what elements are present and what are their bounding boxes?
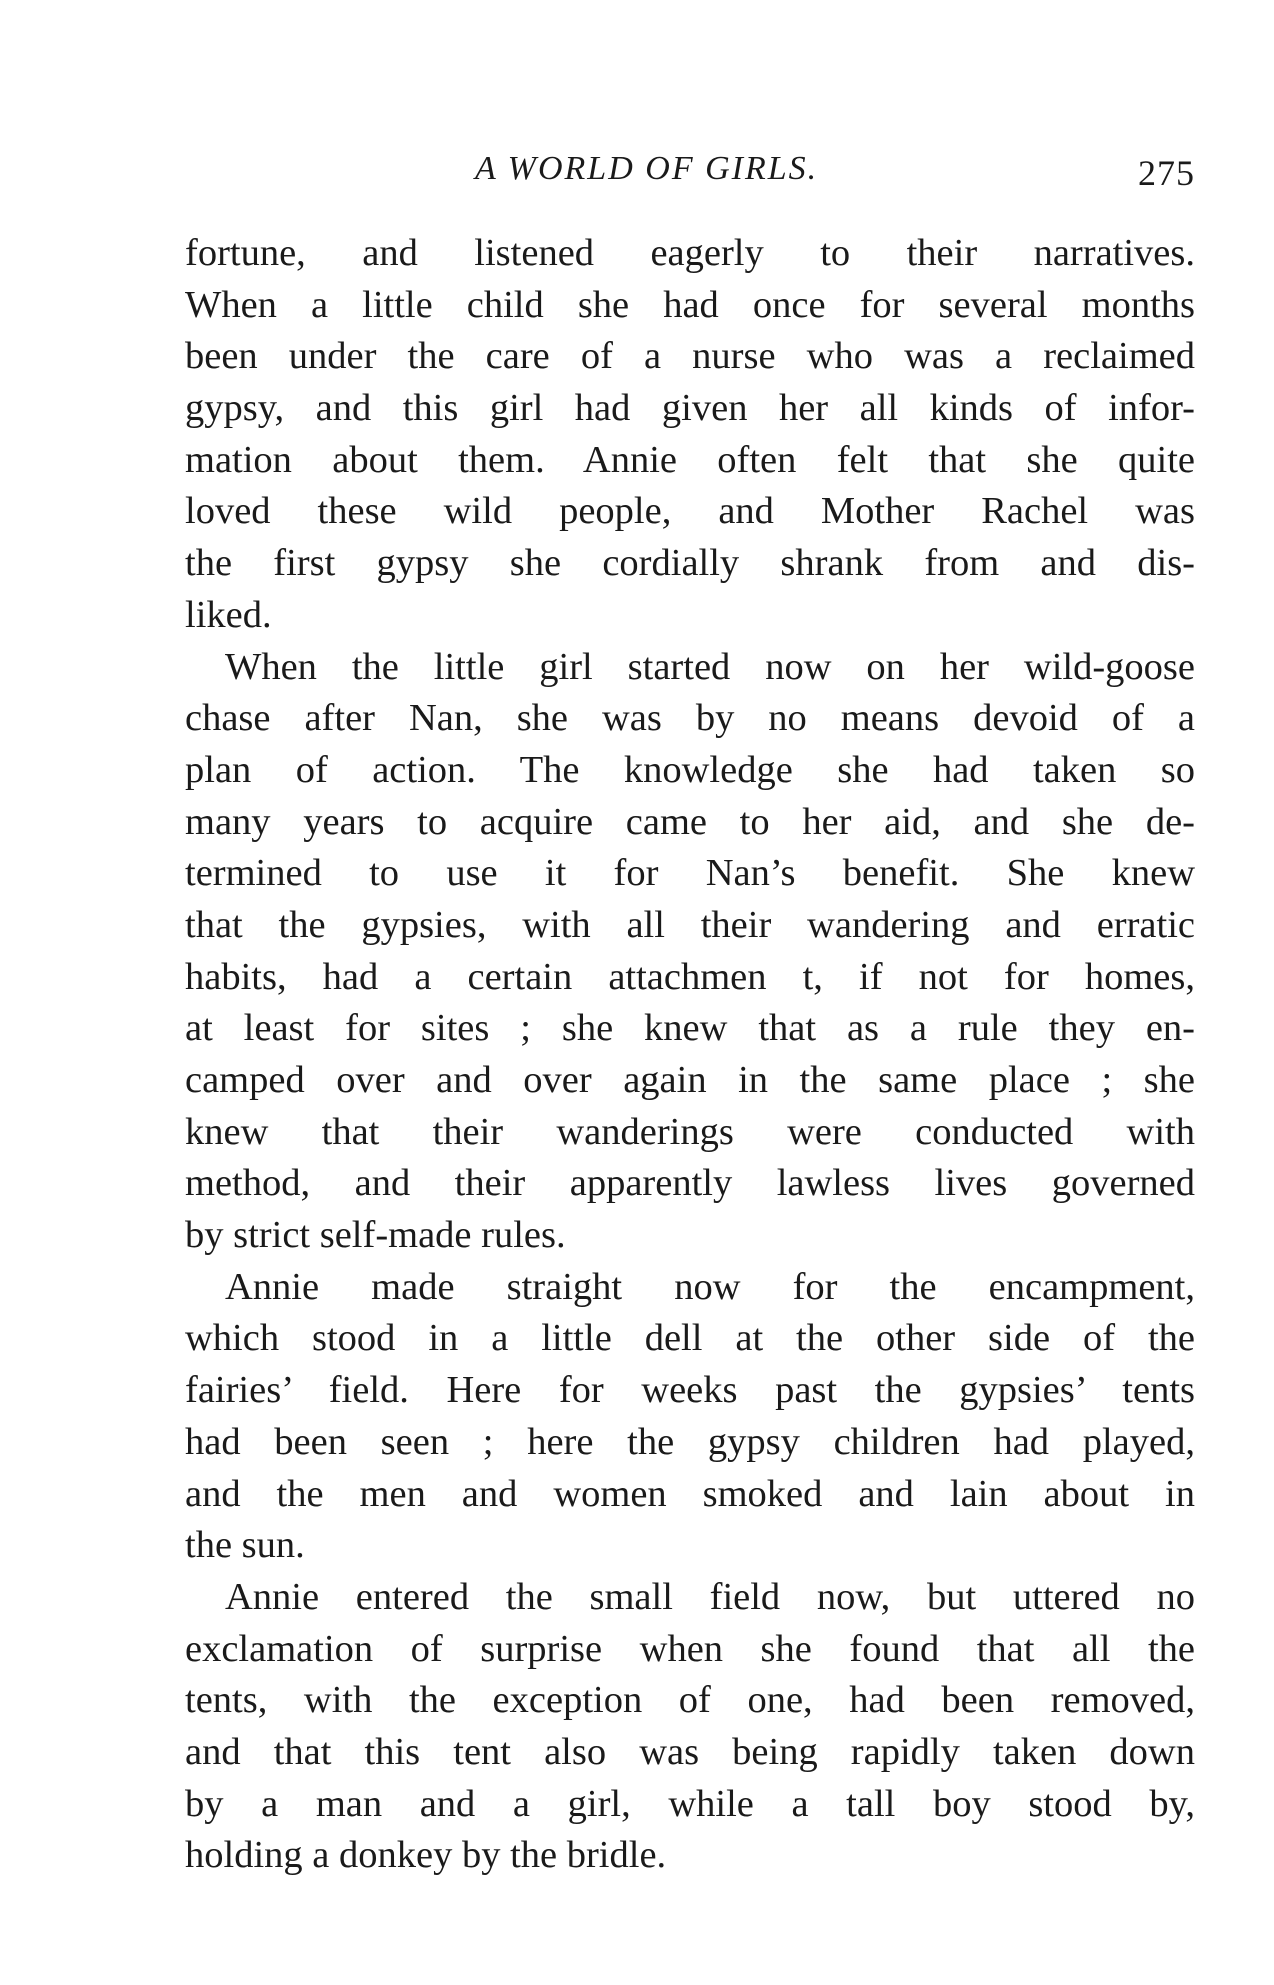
text-line: and that this tent also was being rapidly taken down: [185, 1730, 1195, 1773]
text-line: that the gypsies, with all their wandering and erratic: [185, 903, 1195, 946]
text-line: knew that their wanderings were conducted with: [185, 1110, 1195, 1153]
text-line: holding a donkey by the bridle.: [185, 1834, 667, 1877]
text-line: and the men and women smoked and lain about in: [185, 1472, 1195, 1515]
text-line: fortune, and listened eagerly to their narratives.: [185, 232, 1195, 274]
text-line: Annie made straight now for the encampment,: [225, 1265, 1195, 1308]
page-header: [185, 150, 1195, 200]
text-line: tents, with the exception of one, had been removed,: [185, 1679, 1195, 1722]
text-line: many years to acquire came to her aid, and she de-: [185, 800, 1195, 843]
body-text: [185, 228, 1195, 1882]
text-line: at least for sites ; she knew that as a rule they en-: [185, 1007, 1195, 1050]
running-title: A WORLD OF GIRLS.: [475, 150, 819, 187]
text-line: been under the care of a nurse who was a reclaimed: [185, 335, 1195, 378]
text-line: by a man and a girl, while a tall boy stood by,: [185, 1782, 1195, 1825]
text-line: the first gypsy she cordially shrank from and dis-: [185, 542, 1195, 585]
text-line: the sun.: [185, 1524, 305, 1567]
text-line: fairies’ field. Here for weeks past the gypsies’ tents: [185, 1369, 1195, 1412]
text-line: loved these wild people, and Mother Rachel was: [185, 490, 1195, 533]
text-line: method, and their apparently lawless lives governed: [185, 1162, 1195, 1205]
text-line: by strict self-made rules.: [185, 1214, 566, 1257]
text-line: had been seen ; here the gypsy children had played,: [185, 1420, 1195, 1463]
text-line: Annie entered the small field now, but uttered no: [225, 1575, 1195, 1618]
text-line: gypsy, and this girl had given her all kinds of infor-: [185, 387, 1195, 430]
text-line: chase after Nan, she was by no means devoid of a: [185, 697, 1195, 740]
text-line: habits, had a certain attachmen t, if not for homes,: [185, 955, 1195, 998]
text-line: When a little child she had once for several months: [185, 283, 1195, 326]
text-line: liked.: [185, 593, 272, 636]
text-line: plan of action. The knowledge she had taken so: [185, 748, 1195, 791]
text-line: termined to use it for Nan’s benefit. She knew: [185, 852, 1195, 895]
text-line: When the little girl started now on her wild-goose: [225, 645, 1195, 688]
text-line: camped over and over again in the same place ; she: [185, 1059, 1195, 1101]
text-line: mation about them. Annie often felt that she quite: [185, 438, 1195, 481]
text-line: exclamation of surprise when she found that all the: [185, 1627, 1195, 1670]
page-number: 275: [1138, 153, 1195, 193]
text-line: which stood in a little dell at the other side of the: [185, 1317, 1195, 1360]
